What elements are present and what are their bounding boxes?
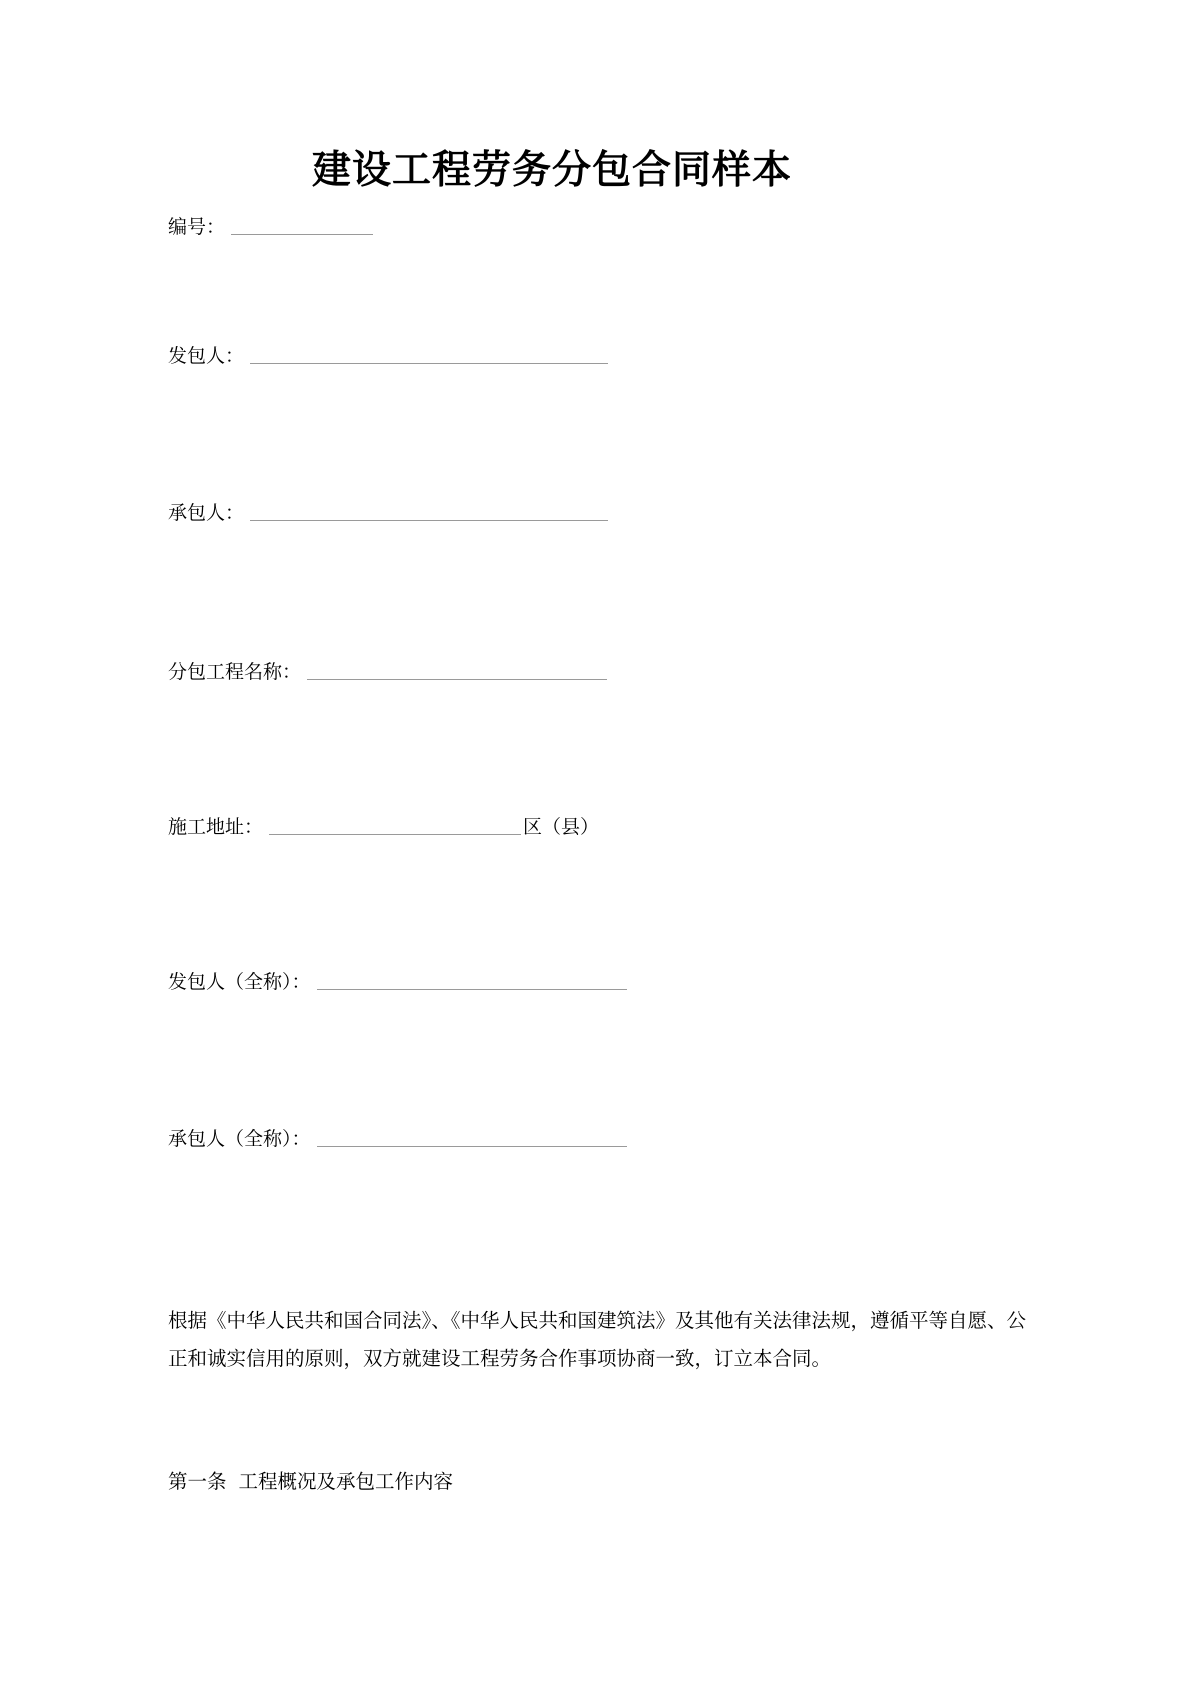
contract-number-blank-line bbox=[231, 215, 373, 235]
article-1-number: 第一条 bbox=[168, 1472, 227, 1493]
subcontract-project-name-blank-line bbox=[307, 660, 607, 680]
contract-preamble-paragraph: 根据《中华人民共和国合同法》、《中华人民共和国建筑法》及其他有关法律法规，遵循平等自愿、公正和诚实信用的原则，双方就建设工程劳务合作事项协商一致，订立本合同。 bbox=[168, 1310, 1027, 1370]
field-contract-number bbox=[168, 212, 373, 239]
document-title: 建设工程劳务分包合同样本 bbox=[311, 149, 792, 192]
employer-full-name-blank-line bbox=[317, 970, 627, 990]
employer-full-name-label: 发包人（全称）： bbox=[168, 972, 311, 993]
construction-address-blank-line bbox=[269, 815, 521, 835]
article-1-title: 工程概况及承包工作内容 bbox=[238, 1472, 454, 1493]
article-1-heading bbox=[168, 1466, 453, 1494]
field-employer bbox=[168, 341, 608, 368]
field-contractor bbox=[168, 498, 608, 525]
field-subcontract-project-name bbox=[168, 657, 607, 684]
contractor-full-name-label: 承包人（全称）： bbox=[168, 1129, 311, 1150]
contractor-blank-line bbox=[250, 501, 608, 521]
contractor-full-name-blank-line bbox=[317, 1127, 627, 1147]
field-construction-address bbox=[168, 812, 599, 839]
contractor-label: 承包人： bbox=[168, 503, 245, 524]
employer-blank-line bbox=[250, 344, 608, 364]
subcontract-project-name-label: 分包工程名称： bbox=[168, 662, 302, 683]
construction-address-label: 施工地址： bbox=[168, 817, 264, 838]
field-employer-full-name bbox=[168, 967, 627, 994]
construction-address-district-suffix: 区（县） bbox=[523, 817, 600, 838]
employer-label: 发包人： bbox=[168, 346, 245, 367]
field-contractor-full-name bbox=[168, 1124, 627, 1151]
contract-number-label: 编号： bbox=[168, 217, 226, 238]
